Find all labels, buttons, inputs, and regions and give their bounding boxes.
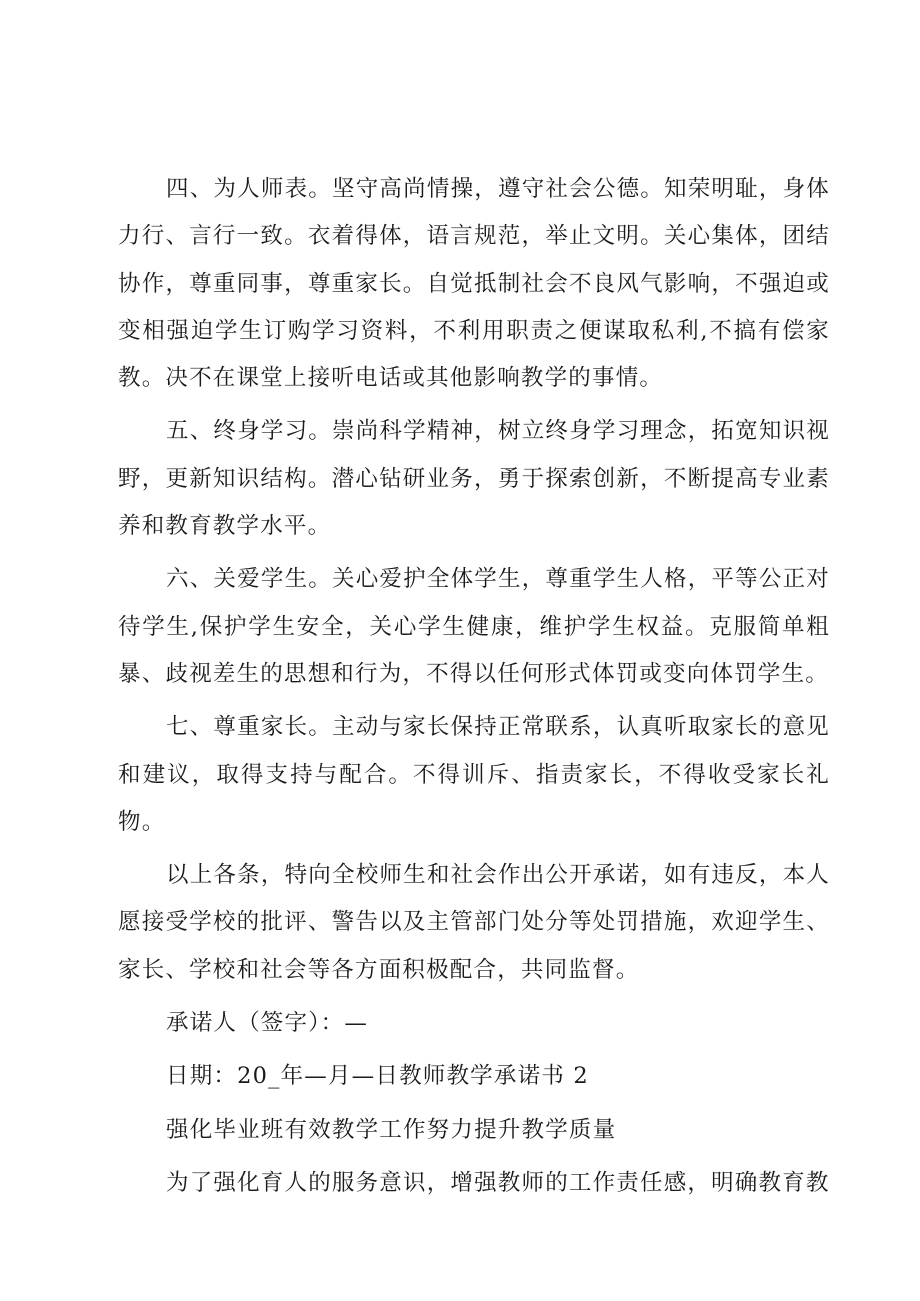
final-paragraph: 为了强化育人的服务意识，增强教师的工作责任感，明确教育教 <box>166 1169 830 1196</box>
paragraph-respect-parents: 七、尊重家长。主动与家长保持正常联系，认真听取家长的意见和建议，取得支持与配合。不得训斥、指责家长，不得收受家长礼物。 <box>118 714 830 835</box>
document-body <box>118 166 830 1213</box>
subtitle-line: 强化毕业班有效教学工作努力提升教学质量 <box>166 1116 617 1143</box>
paragraph-lifelong-learning: 五、终身学习。崇尚科学精神，树立终身学习理念，拓宽知识视野，更新知识结构。潜心钻研业务，勇于探索创新，不断提高专业素养和教育教学水平。 <box>118 418 830 540</box>
paragraph-care-students: 六、关爱学生。关心爱护全体学生，尊重学生人格，平等公正对待学生,保护学生安全，关心学生健康，维护学生权益。克服简单粗暴、歧视差生的思想和行为，不得以任何形式体罚或变向体罚学生。 <box>118 566 830 687</box>
date-line: 日期：20_年—月—日教师教学承诺书 2 <box>166 1063 589 1090</box>
paragraph-teacher-conduct: 四、为人师表。坚守高尚情操，遵守社会公德。知荣明耻，身体力行、言行一致。衣着得体，语言规范，举止文明。关心集体，团结协作，尊重同事，尊重家长。自觉抵制社会不良风气影响，不强迫或变相强迫学生订购学习资料，不利用职责之便谋取私利,不搞有偿家教。决不在课堂上接听电话或其他影响教学的事情。 <box>118 176 830 392</box>
paragraph-public-commitment: 以上各条，特向全校师生和社会作出公开承诺，如有违反，本人愿接受学校的批评、警告以及主管部门处分等处罚措施，欢迎学生、家长、学校和社会等各方面积极配合，共同监督。 <box>118 862 830 983</box>
signer-line: 承诺人（签字）：— <box>166 1010 369 1037</box>
